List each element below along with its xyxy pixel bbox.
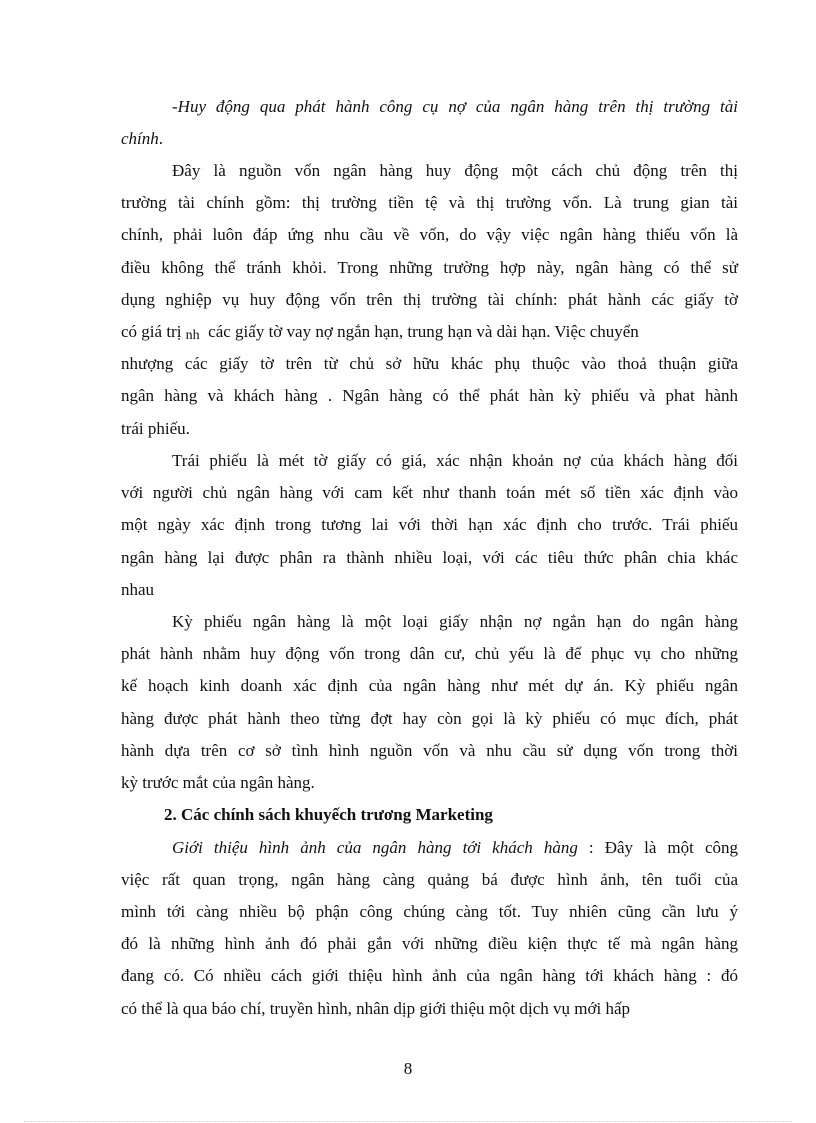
text-line [172,836,738,860]
text-span: chính [121,129,159,148]
text-line: điều không thể tránh khỏi. Trong những trường hợp này, ngân hàng có thể sử [121,258,738,277]
text-line: phát hành nhằm huy động vốn trong dân cư, chủ yếu là để phục vụ cho những [121,644,738,663]
text-line: ngân hàng và khách hàng . Ngân hàng có thể phát hàn kỳ phiếu và phat hành [121,386,738,405]
text-span: nh [185,328,200,343]
text-line: trái phiếu. [121,419,190,438]
text-span: : Đây là một công [577,838,738,857]
text-span: . [158,129,164,148]
text-line: mình tới càng nhiều bộ phận công chúng càng tốt. Tuy nhiên cũng cần lưu ý [121,902,738,921]
text-line: ngân hàng lại được phân ra thành nhiều loại, với các tiêu thức phân chia khác [121,548,738,567]
text-line: Kỳ phiếu ngân hàng là một loại giấy nhận nợ ngắn hạn do ngân hàng [172,612,738,631]
text-line: một ngày xác định trong tương lai với thời hạn xác định cho trước. Trái phiếu [121,515,738,534]
text-line: Trái phiếu là mét tờ giấy có giá, xác nhận khoản nợ của khách hàng đối [172,451,738,470]
text-line: đang có. Có nhiều cách giới thiệu hình ảnh của ngân hàng tới khách hàng : đó [121,966,738,985]
text-span: có giá trị [121,322,182,341]
text-line [121,127,738,151]
page-bottom-divider [24,1121,792,1122]
text-span: Giới thiệu hình ảnh của ngân hàng tới khách hàng [172,838,578,857]
text-line: đó là những hình ảnh đó phải gắn với những điều kiện thực tế mà ngân hàng [121,934,738,953]
text-line: hành dựa trên cơ sở tình hình nguồn vốn và nhu cầu sử dụng vốn trong thời [121,741,738,760]
text-line: Đây là nguồn vốn ngân hàng huy động một cách chủ động trên thị [172,161,738,180]
text-line: với người chủ ngân hàng với cam kết như thanh toán mét số tiền xác định vào [121,483,738,502]
text-span: các giấy tờ vay nợ ngắn hạn, trung hạn và dài hạn. Việc chuyển [208,322,639,341]
text-line: -Huy động qua phát hành công cụ nợ của ngân hàng trên thị trường tài [172,97,738,116]
text-line: nhượng các giấy tờ trên từ chủ sở hữu khác phụ thuộc vào thoả thuận giữa [121,354,738,373]
text-line: dụng nghiệp vụ huy động vốn trên thị trường tài chính: phát hành các giấy tờ [121,290,738,309]
text-line [121,320,738,344]
text-line: nhau [121,580,155,599]
text-line: trường tài chính gồm: thị trường tiền tệ và thị trường vốn. Là trung gian tài [121,193,738,212]
text-line: chính, phải luôn đáp ứng nhu cầu về vốn, do vậy việc ngân hàng thiếu vốn là [121,225,738,244]
text-line: hàng được phát hành theo từng đợt hay còn gọi là kỳ phiếu có mục đích, phát [121,709,738,728]
page-number: 8 [403,1059,413,1078]
text-line: có thể là qua báo chí, truyền hình, nhân dịp giới thiệu một dịch vụ mới hấp [121,999,630,1018]
section-heading: 2. Các chính sách khuyếch trương Marketing [164,805,493,824]
text-line: kỳ trước mắt của ngân hàng. [121,773,315,792]
text-line: việc rất quan trọng, ngân hàng càng quảng bá được hình ảnh, tên tuổi của [121,870,738,889]
text-line: kế hoạch kinh doanh xác định của ngân hàng như mét dự án. Kỳ phiếu ngân [121,676,738,695]
